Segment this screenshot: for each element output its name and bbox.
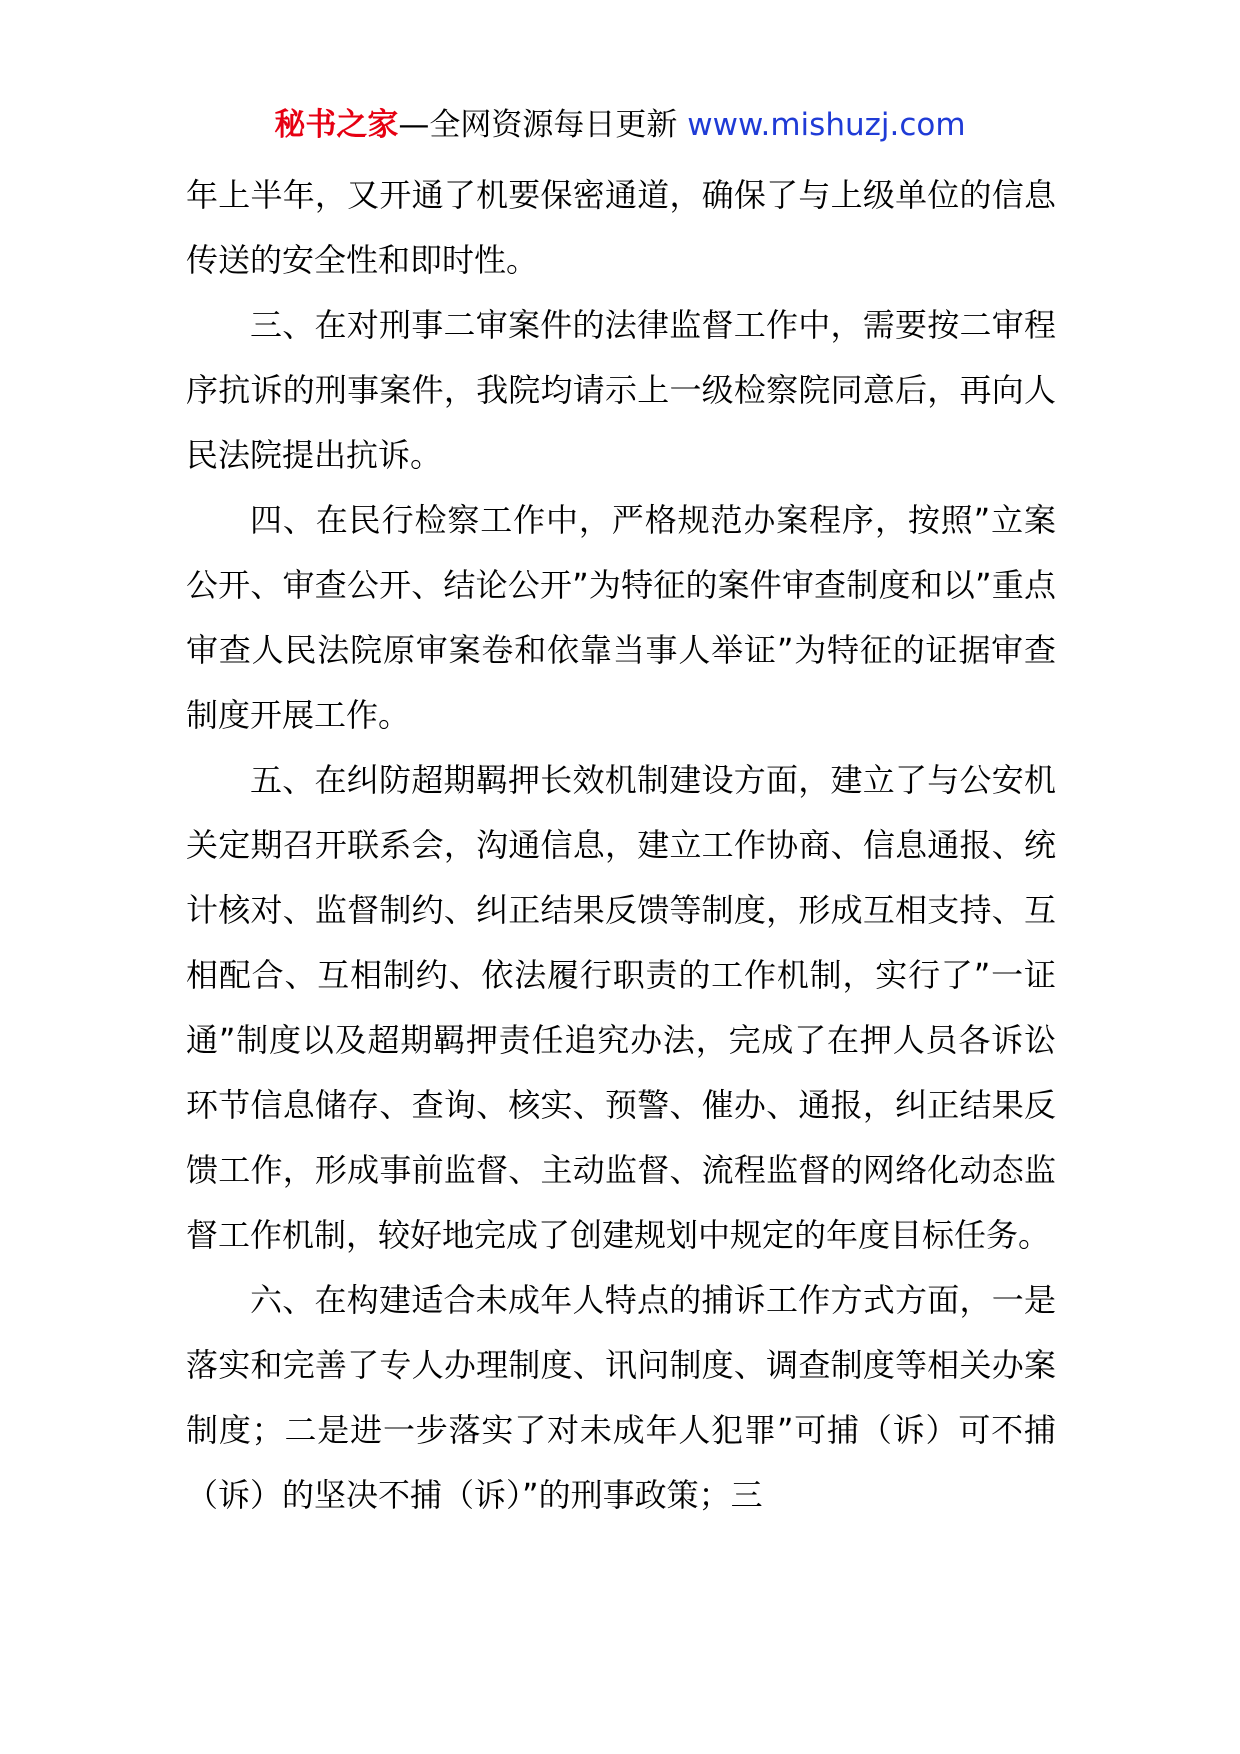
paragraph-item-4: 四、在民行检察工作中，严格规范办案程序，按照”立案公开、审查公开、结论公开”为特征的案件审查制度和以”重点审查人民法院原审案卷和依靠当事人举证”为特征的证据审查制度开展工作。 [186,501,1056,734]
site-header [0,100,1240,150]
paragraph-item-5: 五、在纠防超期羁押长效机制建设方面，建立了与公安机关定期召开联系会，沟通信息，建立工作协商、信息通报、统计核对、监督制约、纠正结果反馈等制度，形成互相支持、互相配合、互相制约、依法履行职责的工作机制，实行了”一证通”制度以及超期羁押责任追究办法，完成了在押人员各诉讼环节信息储存、查询、核实、预警、催办、通报，纠正结果反馈工作，形成事前监督、主动监督、流程监督的网络化动态监督工作机制，较好地完成了创建规划中规定的年度目标任务。 [186,761,1056,1254]
paragraph-item-3: 三、在对刑事二审案件的法律监督工作中，需要按二审程序抗诉的刑事案件，我院均请示上一级检察院同意后，再向人民法院提出抗诉。 [186,306,1056,474]
document-body [186,163,1056,1528]
site-url-link[interactable]: www.mishuzj.com [687,107,966,143]
site-brand: 秘书之家 [274,107,399,143]
paragraph-continued: 年上半年，又开通了机要保密通道，确保了与上级单位的信息传送的安全性和即时性。 [186,176,1056,279]
site-slogan: —全网资源每日更新 [398,107,678,143]
paragraph-item-6: 六、在构建适合未成年人特点的捕诉工作方式方面，一是落实和完善了专人办理制度、讯问制度、调查制度等相关办案制度；二是进一步落实了对未成年人犯罪”可捕（诉）可不捕（诉）的坚决不捕（诉）”的刑事政策；三 [186,1281,1056,1514]
